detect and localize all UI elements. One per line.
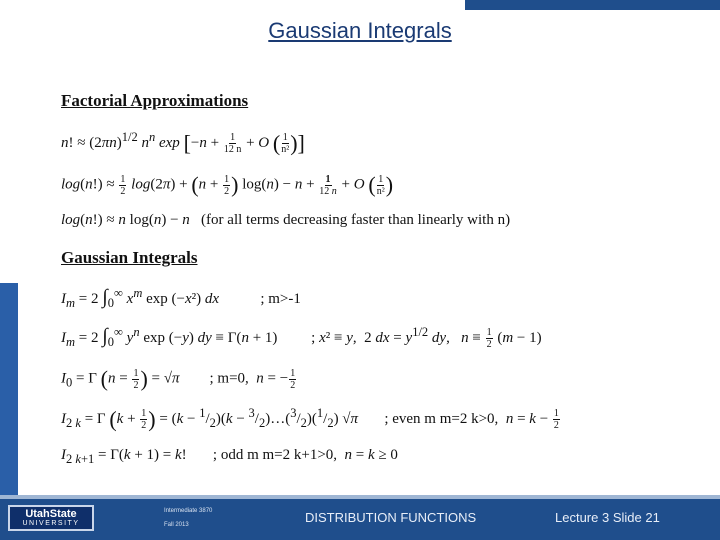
condition-5: ; even m m=2 k>0, [384,411,499,427]
term-label: Fall 2013 [164,522,189,528]
slide-number: Lecture 3 Slide 21 [555,510,660,525]
section-gaussian-heading: Gaussian Integrals [61,248,198,267]
equation-note: (for all terms decreasing faster than linearly with n) [201,212,511,228]
section-factorial-heading: Factorial Approximations [61,91,249,110]
slide-title: Gaussian Integrals [268,18,452,43]
top-accent-bar [465,0,720,10]
university-logo: UtahState UNIVERSITY [8,505,94,531]
equation-even-m: $I_{2 k} = \Gamma$ (k + $\frac{1}{2}$ ) = $(k - ^1/_2)(k$ − $^3/_2)\dots(^3/_2)(^1/_2)$ √π ; even m m=2 k>0, n = k − $\frac{1}{2}$ [61,406,559,432]
course-label: Intermediate 3870 [164,508,213,514]
condition-6: ; odd m m=2 k+1>0, [212,447,338,463]
equation-odd-m: $I_{2 k+1} = \Gamma(k + 1) = k$! ; odd m m=2 k+1>0, n = k ≥ 0 [61,447,398,466]
equation-gamma-integral: $I_m = 2$ $\int_0^\infty$ $y^n$ exp (−y) dy ≡ Γ(n + 1) ; x² ≡ y, 2 dx = $y^{1/2}$ dy, n ≡ $\frac{1}{2}$ (m − 1) [61,325,542,351]
footer-strip [0,495,720,499]
equation-i0: $I_0 = \Gamma$ (n = $\frac{1}{2}$ ) = √π ; m=0, n = − $\frac{1}{2}$ [61,366,296,391]
equation-gaussian-integral: $I_m = 2$ $\int_0^\infty$ $x^m$ exp (−x²) dx ; m>-1 [61,286,301,310]
slide-footer [0,495,720,540]
condition-1: ; m>-1 [260,291,301,307]
equation-log-factorial-approx: log(n!) ≈ n log(n) − n (for all terms decreasing faster than linearly with n) [61,212,511,228]
equation-stirling: n! ≈ $(2\pi n)^{1/2}$ $n^n$ exp [−n + $\frac{1}{12 n}$ + O ( $\frac{1}{\text{n²}}$ )] [61,130,305,156]
left-accent-bar [0,283,18,495]
equation-log-factorial: log(n!) ≈ $\frac{1}{2}$ log(2π) + (n + $\frac{1}{2}$ ) log(n) − n + $\frac{1}{12 n}$ + O ( $\frac{1}{\text{n²}}$ ) [61,172,394,197]
condition-4: ; m=0, [209,370,249,387]
footer-title: DISTRIBUTION FUNCTIONS [305,510,477,525]
